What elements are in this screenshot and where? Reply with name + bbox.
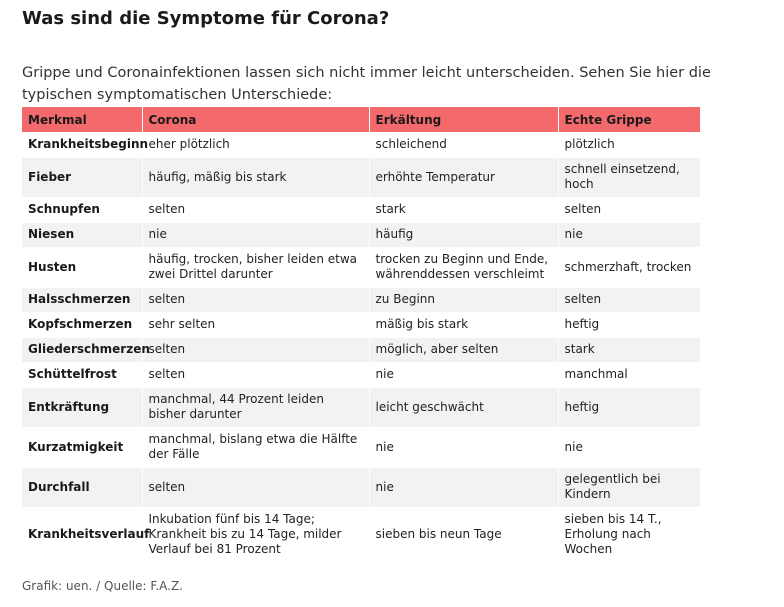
row-label: Entkräftung	[22, 387, 142, 427]
row-label: Husten	[22, 247, 142, 287]
cell-erkaeltung: trocken zu Beginn und Ende, währenddessen verschleimt	[369, 247, 558, 287]
row-label: Kopfschmerzen	[22, 312, 142, 337]
intro-text: Grippe und Coronainfektionen lassen sich nicht immer leicht unterscheiden. Sehen Sie hier die typischen symptomatischen Unterschiede:	[22, 64, 711, 103]
cell-grippe: gelegentlich bei Kindern	[558, 467, 700, 507]
cell-erkaeltung: mäßig bis stark	[369, 312, 558, 337]
row-label: Schnupfen	[22, 197, 142, 222]
cell-erkaeltung: sieben bis neun Tage	[369, 507, 558, 562]
table-row	[22, 507, 700, 562]
cell-grippe: sieben bis 14 T., Erholung nach Wochen	[558, 507, 700, 562]
row-label: Krankheitsbeginn	[22, 132, 142, 157]
header-erkaeltung: Erkältung	[369, 107, 558, 132]
table-row	[22, 362, 700, 387]
row-label: Durchfall	[22, 467, 142, 507]
cell-grippe: nie	[558, 222, 700, 247]
cell-grippe: heftig	[558, 387, 700, 427]
cell-grippe: stark	[558, 337, 700, 362]
cell-grippe: plötzlich	[558, 132, 700, 157]
cell-corona: häufig, mäßig bis stark	[142, 157, 369, 197]
row-label: Halsschmerzen	[22, 287, 142, 312]
cell-grippe: nie	[558, 427, 700, 467]
cell-corona: häufig, trocken, bisher leiden etwa zwei Drittel darunter	[142, 247, 369, 287]
row-label: Niesen	[22, 222, 142, 247]
cell-erkaeltung: zu Beginn	[369, 287, 558, 312]
source-credit: Grafik: uen. / Quelle: F.A.Z.	[22, 579, 184, 593]
row-label: Schüttelfrost	[22, 362, 142, 387]
cell-corona: manchmal, 44 Prozent leiden bisher darunter	[142, 387, 369, 427]
row-label: Gliederschmerzen	[22, 337, 142, 362]
cell-grippe: selten	[558, 287, 700, 312]
table-row	[22, 312, 700, 337]
cell-corona: selten	[142, 362, 369, 387]
table-row	[22, 247, 700, 287]
header-merkmal: Merkmal	[22, 107, 142, 132]
cell-corona: selten	[142, 337, 369, 362]
cell-grippe: schnell einsetzend, hoch	[558, 157, 700, 197]
cell-erkaeltung: häufig	[369, 222, 558, 247]
cell-corona: sehr selten	[142, 312, 369, 337]
row-label: Kurzatmigkeit	[22, 427, 142, 467]
cell-corona: eher plötzlich	[142, 132, 369, 157]
cell-erkaeltung: nie	[369, 467, 558, 507]
row-label: Fieber	[22, 157, 142, 197]
row-label: Krankheitsverlauf	[22, 507, 142, 562]
table-row	[22, 337, 700, 362]
cell-grippe: manchmal	[558, 362, 700, 387]
header-echte-grippe: Echte Grippe	[558, 107, 700, 132]
header-corona: Corona	[142, 107, 369, 132]
cell-erkaeltung: schleichend	[369, 132, 558, 157]
table-row	[22, 157, 700, 197]
cell-corona: Inkubation fünf bis 14 Tage; Krankheit bis zu 14 Tage, milder Verlauf bei 81 Prozent	[142, 507, 369, 562]
cell-corona: selten	[142, 197, 369, 222]
cell-grippe: selten	[558, 197, 700, 222]
cell-grippe: heftig	[558, 312, 700, 337]
cell-erkaeltung: nie	[369, 362, 558, 387]
cell-erkaeltung: erhöhte Temperatur	[369, 157, 558, 197]
cell-erkaeltung: leicht geschwächt	[369, 387, 558, 427]
table-header-row	[22, 107, 700, 132]
page-title: Was sind die Symptome für Corona?	[22, 8, 390, 29]
table-row	[22, 427, 700, 467]
table-row	[22, 197, 700, 222]
cell-erkaeltung: nie	[369, 427, 558, 467]
cell-erkaeltung: möglich, aber selten	[369, 337, 558, 362]
cell-corona: selten	[142, 287, 369, 312]
table-row	[22, 467, 700, 507]
cell-erkaeltung: stark	[369, 197, 558, 222]
cell-corona: manchmal, bislang etwa die Hälfte der Fälle	[142, 427, 369, 467]
table-row	[22, 222, 700, 247]
table-row	[22, 387, 700, 427]
cell-corona: selten	[142, 467, 369, 507]
cell-corona: nie	[142, 222, 369, 247]
cell-grippe: schmerzhaft, trocken	[558, 247, 700, 287]
table-row	[22, 287, 700, 312]
table-row	[22, 132, 700, 157]
symptoms-table	[22, 107, 701, 563]
